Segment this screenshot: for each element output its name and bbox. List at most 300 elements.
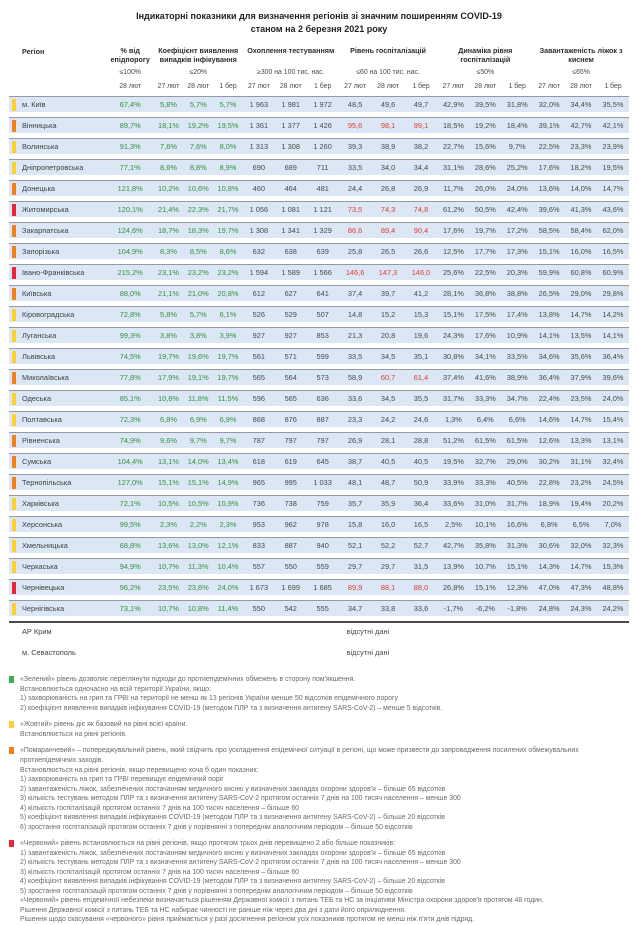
legend-line: «Жовтий» рівень діє як базовий на рівні всієї країни. [20, 721, 188, 729]
cell-hosp: 61,4 [405, 369, 438, 385]
cell-hosp-dyn: 13,9% [437, 558, 469, 574]
cell-testing: 711 [307, 159, 339, 175]
legend-line: 6) зростання госпіталізацій протягом останніх 7 днів у порівнянні з попереднім аналогічним періодом – більше 50 відсотків [20, 823, 413, 831]
indicators-table [9, 42, 629, 665]
cell-testing: 690 [243, 159, 275, 175]
cell-hosp-dyn: 38,8% [501, 285, 533, 301]
cell-epid: 74,5% [107, 348, 154, 364]
cell-hosp: 88,1 [372, 579, 405, 595]
cell-hosp-dyn: 16,6% [501, 516, 533, 532]
date-label: 1 бер [412, 83, 430, 91]
table-row [9, 243, 629, 259]
cell-detect: 7,6% [183, 138, 213, 154]
cell-hosp-dyn: 31,8% [501, 96, 533, 112]
cell-detect: 23,6% [183, 579, 213, 595]
table-row [9, 201, 629, 217]
legend-line: Рішення Державної комісії з питань ТЕБ та НС набирає чинності не раніше ніж через два дні з дати його оприлюднення. [20, 906, 406, 914]
cell-detect: 8,9% [213, 159, 243, 175]
cell-beds: 35,5% [597, 96, 629, 112]
region-name: Львівська [22, 351, 56, 361]
cell-hosp-dyn: 24,0% [501, 180, 533, 196]
cell-testing: 1 594 [243, 264, 275, 280]
cell-beds: 34,6% [533, 348, 565, 364]
cell-detect: 10,5% [154, 495, 184, 511]
cell-detect: 6,9% [183, 411, 213, 427]
cell-beds: 15,1% [533, 243, 565, 259]
table-row [9, 558, 629, 574]
cell-beds: 7,0% [597, 516, 629, 532]
cell-testing: 638 [275, 243, 307, 259]
cell-hosp: 95,6 [339, 117, 372, 133]
threshold-hosp: ≤60 на 100 тис. нас. [356, 69, 420, 77]
cell-epid: 68,8% [107, 537, 154, 553]
cell-hosp: 40,5 [405, 453, 438, 469]
region-name: Хмельницька [22, 540, 68, 550]
cell-hosp-dyn: 12,3% [501, 579, 533, 595]
region-cell [9, 264, 107, 280]
level-marker-icon [12, 162, 16, 174]
region-name: Вінницька [22, 120, 57, 130]
cell-hosp: 33,8 [372, 600, 405, 616]
cell-hosp: 74,3 [372, 201, 405, 217]
cell-beds: 6,8% [533, 516, 565, 532]
cell-testing: 1 260 [307, 138, 339, 154]
legend-line: 3) кількість госпіталізацій протягом останніх 7 днів на 100 тисяч населення – більше 60 [20, 868, 300, 876]
cell-detect: 19,7% [154, 348, 184, 364]
cell-detect: 9,7% [183, 432, 213, 448]
cell-hosp-dyn: 33,9% [437, 474, 469, 490]
cell-hosp: 26,6 [405, 243, 438, 259]
cell-hosp: 147,3 [372, 264, 405, 280]
region-name: Київська [22, 288, 52, 298]
cell-testing: 797 [275, 432, 307, 448]
cell-beds: 41,3% [565, 201, 597, 217]
cell-testing: 953 [243, 516, 275, 532]
date-label: 28 лют [119, 83, 142, 91]
cell-epid: 85,1% [107, 390, 154, 406]
cell-testing: 1 308 [275, 138, 307, 154]
cell-hosp: 35,9 [372, 495, 405, 511]
cell-epid: 104,9% [107, 243, 154, 259]
cell-hosp-dyn: 6,6% [501, 411, 533, 427]
cell-hosp: 24,4 [339, 180, 372, 196]
cell-detect: 10,8% [213, 180, 243, 196]
page-title [9, 10, 629, 36]
cell-hosp-dyn: 11,7% [437, 180, 469, 196]
cell-hosp: 38,7 [339, 453, 372, 469]
cell-hosp-dyn: 18,5% [437, 117, 469, 133]
cell-beds: 14,1% [597, 327, 629, 343]
cell-detect: 21,0% [183, 285, 213, 301]
cell-detect: 18,1% [154, 117, 184, 133]
cell-hosp: 88,0 [405, 579, 438, 595]
cell-beds: 36,4% [533, 369, 565, 385]
level-marker-icon [12, 99, 16, 111]
cell-beds: 35,6% [565, 348, 597, 364]
cell-hosp: 49,6 [372, 96, 405, 112]
col-header-hosp-dyn: Динаміка рівня госпіталізацій [458, 46, 513, 64]
region-name: Запорізька [22, 246, 60, 256]
cell-detect: 18,3% [183, 222, 213, 238]
cell-testing: 787 [243, 432, 275, 448]
cell-detect: 8,0% [213, 138, 243, 154]
cell-hosp-dyn: 22,7% [437, 138, 469, 154]
cell-hosp: 26,5 [372, 243, 405, 259]
cell-detect: 10,5% [183, 495, 213, 511]
date-label: 28 лют [377, 83, 399, 91]
table-row [9, 306, 629, 322]
cell-detect: 5,7% [183, 306, 213, 322]
cell-hosp: 24,6 [405, 411, 438, 427]
table-row-no-data [9, 621, 629, 639]
cell-beds: 16,5% [597, 243, 629, 259]
region-name: Кіровоградська [22, 309, 75, 319]
cell-testing: 627 [275, 285, 307, 301]
cell-testing: 940 [307, 537, 339, 553]
legend-text [20, 839, 629, 925]
legend-text [20, 720, 629, 739]
cell-beds: 31,1% [565, 453, 597, 469]
cell-detect: 19,2% [183, 117, 213, 133]
legend-section [9, 746, 629, 832]
cell-detect: 10,6% [183, 180, 213, 196]
cell-detect: 6,1% [213, 306, 243, 322]
level-marker-icon [12, 519, 16, 531]
level-marker-icon [12, 393, 16, 405]
cell-detect: 6,8% [154, 411, 184, 427]
cell-hosp-dyn: 61,5% [469, 432, 501, 448]
cell-hosp-dyn: 28,6% [469, 159, 501, 175]
col-header-testing: Охоплення тестуванням [247, 46, 335, 56]
header-group-row [9, 47, 629, 64]
region-cell [9, 453, 107, 469]
cell-testing: 645 [307, 453, 339, 469]
cell-detect: 19,5% [213, 117, 243, 133]
cell-beds: 16,0% [565, 243, 597, 259]
cell-epid: 94,9% [107, 558, 154, 574]
cell-hosp-dyn: 50,5% [469, 201, 501, 217]
cell-hosp: 39,3 [339, 138, 372, 154]
cell-testing: 965 [243, 474, 275, 490]
legend-line: 2) кількість тестувань методом ПЛР та з визначення антигену SARS-CoV-2 протягом останніх 7 днів на 100 тисяч населення – менше 300 [20, 859, 461, 867]
cell-epid: 77,1% [107, 159, 154, 175]
level-marker-icon [12, 456, 16, 468]
cell-detect: 21,1% [154, 285, 184, 301]
cell-testing: 612 [243, 285, 275, 301]
region-cell [9, 138, 107, 154]
col-header-epid: % від епідпорогу [110, 46, 150, 64]
level-marker-icon [12, 540, 16, 552]
threshold-hosp-dyn: ≤50% [476, 69, 495, 77]
cell-detect: 10,4% [213, 558, 243, 574]
cell-beds: 23,5% [565, 390, 597, 406]
cell-hosp: 89,9 [339, 579, 372, 595]
cell-beds: 19,4% [565, 495, 597, 511]
region-cell [9, 285, 107, 301]
cell-hosp: 35,1 [405, 348, 438, 364]
cell-detect: 9,7% [213, 432, 243, 448]
cell-hosp-dyn: 19,7% [469, 222, 501, 238]
level-marker-icon [12, 477, 16, 489]
legend-line: 3) кількість тестувань методом ПЛР та з визначення антигену SARS-CoV-2 протягом останніх 7 днів на 100 тисяч населення – менше 300 [20, 795, 461, 803]
cell-hosp: 99,1 [405, 117, 438, 133]
cell-hosp: 15,2 [372, 306, 405, 322]
cell-beds: 58,4% [565, 222, 597, 238]
cell-hosp-dyn: 17,5% [469, 306, 501, 322]
cell-beds: 47,0% [533, 579, 565, 595]
date-label: 28 лют [187, 83, 210, 91]
cell-hosp: 60,7 [372, 369, 405, 385]
cell-detect: 3,9% [213, 327, 243, 343]
cell-testing: 1 699 [275, 579, 307, 595]
cell-beds: 13,3% [565, 432, 597, 448]
date-label: 1 бер [508, 83, 526, 91]
legend-line: «Зелений» рівень дозволяє переглянути підходи до протиепідемічних обмежень в сторону пом'якшення. [20, 676, 356, 684]
cell-beds: 29,0% [565, 285, 597, 301]
legend-text [20, 675, 629, 713]
cell-hosp-dyn: 33,3% [469, 474, 501, 490]
level-marker-icon [12, 141, 16, 153]
cell-beds: 13,6% [533, 180, 565, 196]
cell-epid: 77,8% [107, 369, 154, 385]
level-marker-icon [12, 561, 16, 573]
cell-testing: 1 426 [307, 117, 339, 133]
region-name: Рівненська [22, 435, 60, 445]
region-cell [9, 327, 107, 343]
cell-epid: 72,3% [107, 411, 154, 427]
cell-hosp: 26,9 [339, 432, 372, 448]
cell-epid: 67,4% [107, 96, 154, 112]
table-row-no-data [9, 644, 629, 660]
legend-line: «Червоний» рівень встановлюється на рівні регіонів, якщо протягом трьох днів перевищено 2 або більше показників: [20, 840, 396, 848]
table-row [9, 222, 629, 238]
cell-hosp-dyn: 41,6% [469, 369, 501, 385]
date-label: 1 бер [604, 83, 622, 91]
cell-hosp: 50,9 [405, 474, 438, 490]
region-cell [9, 201, 107, 217]
cell-hosp: 28,8 [405, 432, 438, 448]
cell-hosp: 34,5 [372, 348, 405, 364]
cell-testing: 689 [275, 159, 307, 175]
cell-beds: 39,6% [597, 369, 629, 385]
cell-hosp-dyn: 10,7% [469, 558, 501, 574]
cell-testing: 507 [307, 306, 339, 322]
legend-line: «Помаранчевий» – попереджувальний рівень, який свідчить про ускладнення епідемічної ситуації в регіоні, що може призвести до запровадження посилених обмежувальних протиепідемічних заходів. [20, 747, 579, 764]
cell-hosp: 29,7 [339, 558, 372, 574]
table-row [9, 432, 629, 448]
table-row [9, 117, 629, 133]
cell-testing: 1 081 [275, 201, 307, 217]
cell-detect: 22,3% [183, 201, 213, 217]
cell-testing: 571 [275, 348, 307, 364]
cell-testing: 565 [243, 369, 275, 385]
cell-detect: 13,4% [213, 453, 243, 469]
cell-detect: 23,5% [154, 579, 184, 595]
cell-epid: 89,7% [107, 117, 154, 133]
region-name: Закарпатська [22, 225, 69, 235]
cell-detect: 23,2% [213, 264, 243, 280]
cell-hosp: 38,2 [405, 138, 438, 154]
cell-detect: 15,1% [183, 474, 213, 490]
region-cell [9, 222, 107, 238]
cell-hosp: 39,7 [372, 285, 405, 301]
region-name: Чернігівська [22, 603, 65, 613]
cell-detect: 23,1% [154, 264, 184, 280]
table-row [9, 537, 629, 553]
cell-beds: 14,1% [533, 327, 565, 343]
region-name: Донецька [22, 183, 55, 193]
cell-beds: 22,8% [533, 474, 565, 490]
cell-detect: 19,7% [213, 348, 243, 364]
cell-hosp-dyn: 15,6% [469, 138, 501, 154]
cell-hosp: 34,4 [405, 159, 438, 175]
cell-hosp-dyn: 15,1% [469, 579, 501, 595]
cell-hosp-dyn: 17,3% [501, 243, 533, 259]
cell-detect: 21,7% [213, 201, 243, 217]
cell-hosp: 16,0 [372, 516, 405, 532]
cell-testing: 573 [307, 369, 339, 385]
cell-detect: 8,5% [183, 243, 213, 259]
cell-testing: 1 056 [243, 201, 275, 217]
table-row [9, 159, 629, 175]
cell-hosp: 38,9 [372, 138, 405, 154]
cell-testing: 1 361 [243, 117, 275, 133]
cell-hosp: 29,7 [372, 558, 405, 574]
legend-color-icon [9, 721, 14, 728]
legend-line: 4) кількість госпіталізацій протягом останніх 7 днів на 100 тисяч населення – більше 60 [20, 804, 300, 812]
cell-hosp: 31,5 [405, 558, 438, 574]
threshold-beds: ≤65% [572, 69, 590, 77]
cell-hosp-dyn: 1,3% [437, 411, 469, 427]
level-marker-icon [12, 267, 16, 279]
level-marker-icon [12, 288, 16, 300]
cell-epid: 88,0% [107, 285, 154, 301]
table-row [9, 600, 629, 616]
col-header-hosp: Рівень госпіталізацій [350, 46, 426, 56]
cell-detect: 21,4% [154, 201, 184, 217]
cell-hosp: 34,0 [372, 159, 405, 175]
cell-beds: 59,9% [533, 264, 565, 280]
cell-hosp-dyn: 17,2% [501, 222, 533, 238]
cell-detect: 11,8% [183, 390, 213, 406]
legend-line: 5) зростання госпіталізацій протягом останніх 7 днів у порівнянні з попереднім аналогічним періодом – більше 50 відсотків [20, 887, 413, 895]
table-row [9, 411, 629, 427]
cell-hosp-dyn: 40,5% [501, 474, 533, 490]
region-name: Чернівецька [22, 582, 65, 592]
cell-hosp: 34,7 [339, 600, 372, 616]
level-marker-icon [12, 183, 16, 195]
cell-hosp: 36,4 [405, 495, 438, 511]
table-row [9, 516, 629, 532]
cell-hosp-dyn: 2,5% [437, 516, 469, 532]
table-row [9, 138, 629, 154]
region-cell [9, 390, 107, 406]
cell-hosp-dyn: 42,7% [437, 537, 469, 553]
cell-detect: 8,6% [154, 159, 184, 175]
cell-hosp-dyn: 34,1% [469, 348, 501, 364]
cell-testing: 565 [275, 390, 307, 406]
cell-hosp: 33,5 [339, 159, 372, 175]
region-cell [9, 474, 107, 490]
cell-hosp: 58,9 [339, 369, 372, 385]
cell-beds: 36,4% [597, 348, 629, 364]
cell-testing: 868 [243, 411, 275, 427]
cell-detect: 18,7% [154, 222, 184, 238]
cell-hosp-dyn: 33,3% [469, 390, 501, 406]
cell-hosp: 74,8 [405, 201, 438, 217]
table-row [9, 327, 629, 343]
cell-testing: 1 377 [275, 117, 307, 133]
cell-beds: 19,5% [597, 159, 629, 175]
cell-beds: 14,0% [565, 180, 597, 196]
cell-testing: 481 [307, 180, 339, 196]
cell-epid: 124,6% [107, 222, 154, 238]
cell-testing: 542 [275, 600, 307, 616]
col-header-region: Регіон [22, 47, 45, 57]
cell-beds: 32,3% [597, 537, 629, 553]
cell-testing: 736 [243, 495, 275, 511]
cell-detect: 8,6% [213, 243, 243, 259]
level-marker-icon [12, 372, 16, 384]
legend-line: Встановлюється на рівні регіонів. [20, 730, 127, 738]
cell-hosp: 146,6 [339, 264, 372, 280]
cell-detect: 9,6% [154, 432, 184, 448]
cell-hosp-dyn: 35,8% [469, 537, 501, 553]
legend-line: 2) завантаженість ліжок, забезпечених постачанням медичного кисню у визначених закладах охорони здоров'я – більше 65 відсотків [20, 785, 446, 793]
cell-testing: 833 [243, 537, 275, 553]
cell-hosp-dyn: 17,7% [469, 243, 501, 259]
cell-hosp: 35,5 [405, 390, 438, 406]
legend-line: 1) захворюваність на грип та ГРВІ на території не менш як 13 регіонів України менше 50 відсотків епідемічного порогу [20, 695, 398, 703]
cell-detect: 19,6% [183, 348, 213, 364]
table-row [9, 495, 629, 511]
cell-epid: 73,1% [107, 600, 154, 616]
cell-hosp: 26,9 [405, 180, 438, 196]
cell-hosp-dyn: 33,5% [501, 348, 533, 364]
cell-hosp: 48,5 [339, 96, 372, 112]
cell-hosp: 86,6 [339, 222, 372, 238]
cell-beds: 32,0% [533, 96, 565, 112]
region-name: Івано-Франківська [22, 267, 85, 277]
region-cell [9, 306, 107, 322]
cell-testing: 1 566 [307, 264, 339, 280]
cell-detect: 13,1% [154, 453, 184, 469]
date-label: 28 лют [570, 83, 592, 91]
cell-hosp-dyn: 17,6% [469, 327, 501, 343]
cell-epid: 72,1% [107, 495, 154, 511]
cell-detect: 2,3% [213, 516, 243, 532]
cell-hosp-dyn: 31,0% [469, 495, 501, 511]
cell-hosp-dyn: 25,2% [501, 159, 533, 175]
cell-beds: 14,7% [565, 558, 597, 574]
cell-testing: 759 [307, 495, 339, 511]
region-name: Сумська [22, 456, 52, 466]
cell-detect: 14,0% [183, 453, 213, 469]
cell-epid: 99,3% [107, 327, 154, 343]
cell-detect: 5,7% [183, 96, 213, 112]
cell-hosp: 90,4 [405, 222, 438, 238]
cell-hosp: 48,7 [372, 474, 405, 490]
legend-color-icon [9, 676, 14, 683]
cell-hosp-dyn: 24,3% [437, 327, 469, 343]
cell-hosp-dyn: 61,5% [501, 432, 533, 448]
cell-hosp-dyn: 20,3% [501, 264, 533, 280]
cell-hosp: 25,8 [339, 243, 372, 259]
cell-detect: 11,5% [213, 390, 243, 406]
cell-testing: 1 589 [275, 264, 307, 280]
cell-beds: 39,6% [533, 201, 565, 217]
cell-hosp-dyn: 51,2% [437, 432, 469, 448]
